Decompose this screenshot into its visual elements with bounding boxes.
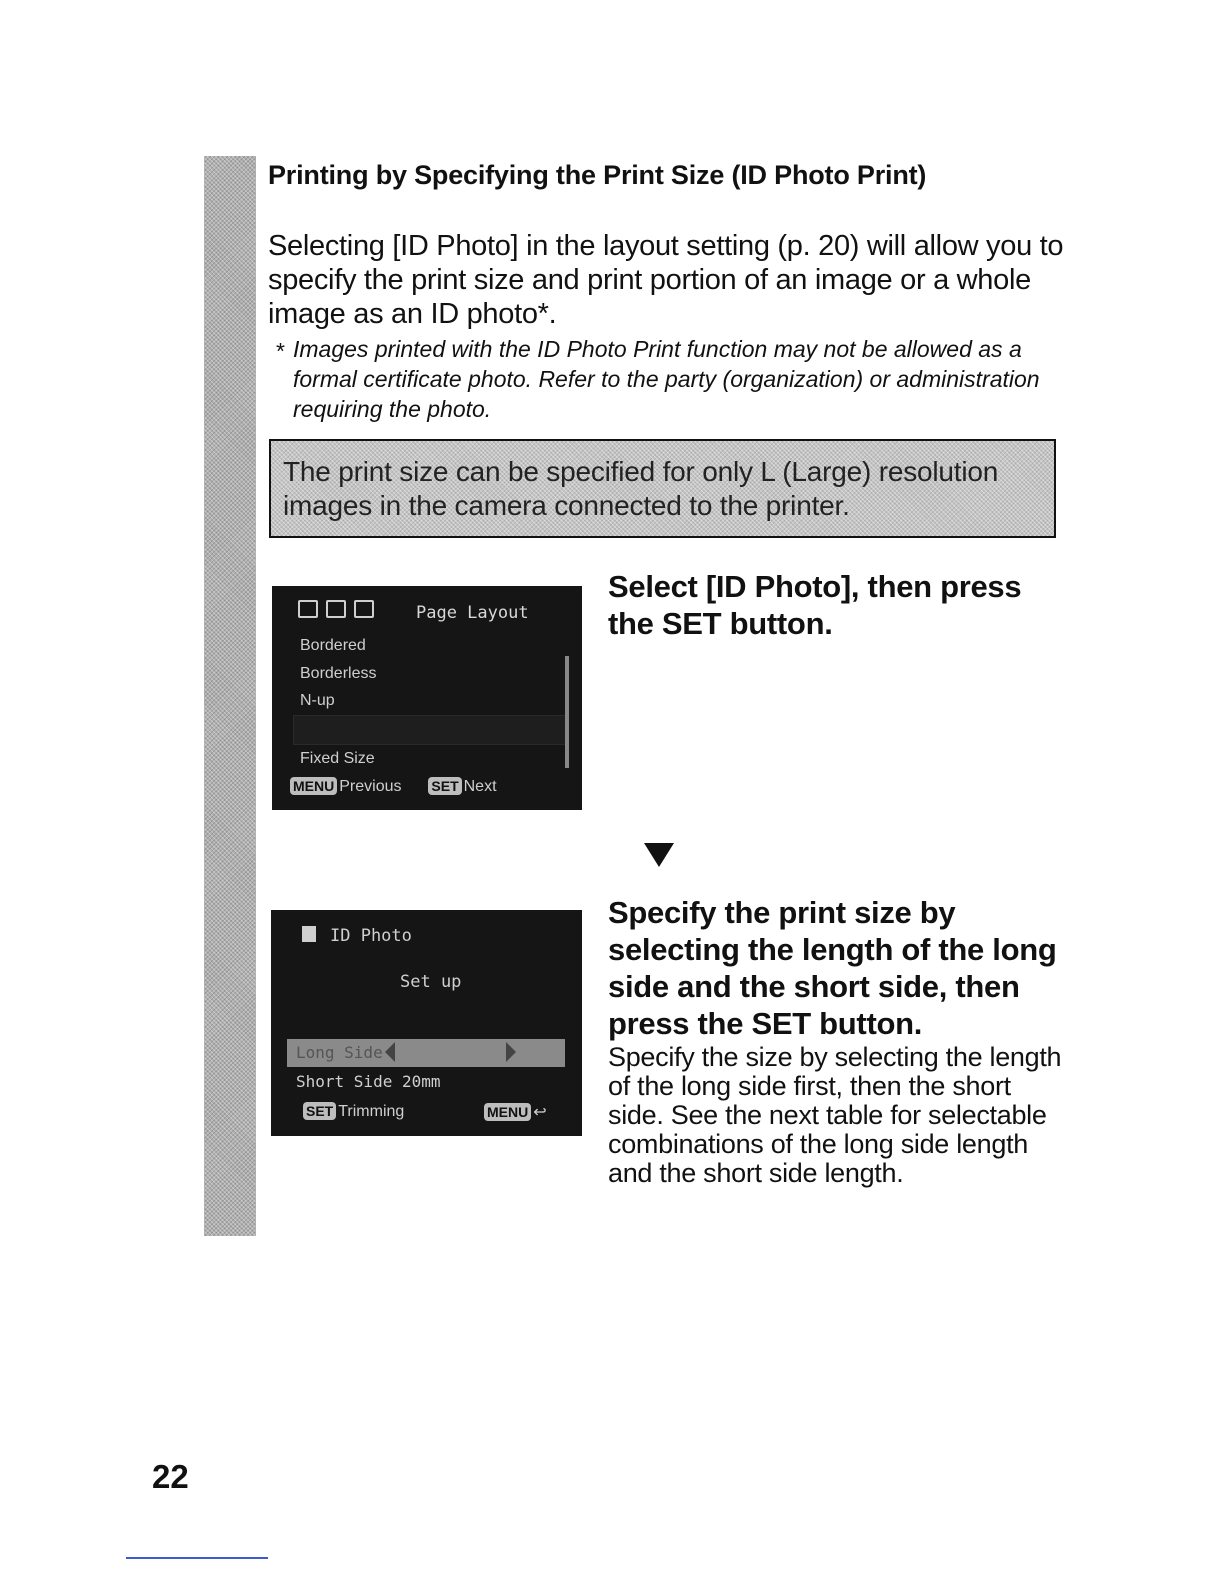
next-label: Next [463, 778, 497, 795]
step2-description: Specify the size by selecting the length of the long side first, then the short side. See the next table for selectable combinations of the long side length and the short side length. [608, 1042, 1062, 1188]
page-number: 22 [152, 1458, 189, 1495]
selected-item-bar [293, 715, 567, 745]
section-title: Printing by Specifying the Print Size (ID Photo Print) [268, 160, 927, 190]
screen2-footer-right [484, 1102, 547, 1122]
id-photo-icon [302, 926, 316, 942]
resolution-note-box: The print size can be specified for only L (Large) resolution images in the camera connected to the printer. [269, 439, 1056, 538]
left-arrow-icon [385, 1042, 395, 1062]
footnote-text: Images printed with the ID Photo Print function may not be allowed as a formal certificate photo. Refer to the party (organization) or administration requiring the photo. [293, 336, 1040, 422]
set-button-label: SET [428, 777, 461, 795]
short-side-value: Short Side 20mm [296, 1072, 441, 1091]
footnote-mark: * [276, 338, 285, 364]
right-arrow-icon [506, 1042, 516, 1062]
set-up-label: Set up [400, 972, 462, 992]
page-layout-title: Page Layout [416, 603, 529, 623]
set-button-label-2: SET [303, 1102, 336, 1120]
layout-2-icon [326, 600, 346, 618]
menu-button-label: MENU [290, 777, 337, 795]
menu-button-label-2: MENU [484, 1103, 531, 1121]
screen2-footer-left [303, 1102, 404, 1121]
footnote [276, 334, 1066, 424]
layout-1-icon [298, 600, 318, 618]
menu-item-bordered: Bordered [300, 637, 366, 654]
footer-rule [126, 1557, 268, 1559]
section-sidebar-bar [204, 156, 256, 1236]
screen1-footer [290, 777, 497, 796]
layout-3-icon [354, 600, 374, 618]
down-arrow-icon [644, 843, 674, 867]
menu-item-borderless: Borderless [300, 665, 377, 682]
trimming-label: Trimming [338, 1103, 405, 1120]
previous-label: Previous [339, 778, 402, 795]
step2-heading: Specify the print size by selecting the length of the long side and the short side, then press the SET button. [608, 895, 1057, 1041]
menu-item-fixed-size: Fixed Size [300, 750, 375, 767]
menu-scrollbar [565, 656, 569, 768]
menu-item-n-up: N-up [300, 692, 335, 709]
long-side-label: Long Side [296, 1043, 383, 1062]
intro-paragraph: Selecting [ID Photo] in the layout setting (p. 20) will allow you to specify the print size and print portion of an image or a whole image as an ID photo*. [268, 230, 1064, 330]
back-icon: ↩ [533, 1104, 547, 1121]
id-photo-title: ID Photo [330, 926, 412, 946]
layout-icons [298, 600, 374, 618]
step1-heading: Select [ID Photo], then press the SET button. [608, 569, 1022, 641]
